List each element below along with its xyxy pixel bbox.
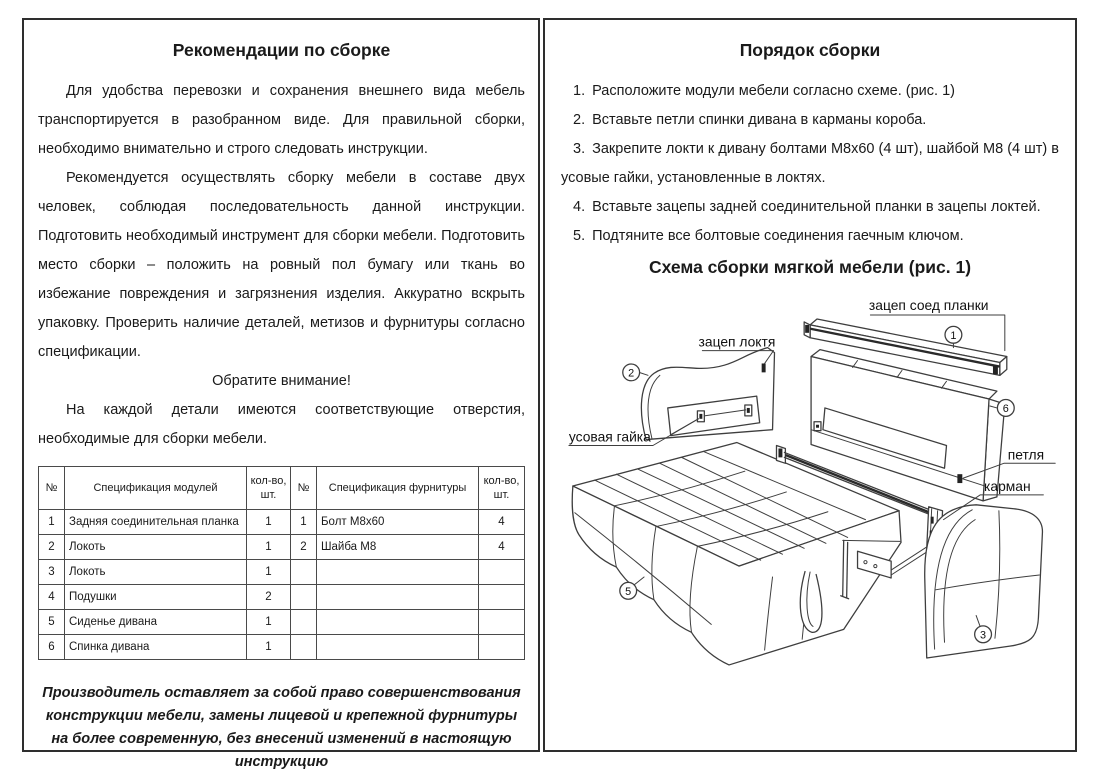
cell: Спинка дивана	[65, 635, 247, 660]
step-number: 1.	[573, 83, 586, 99]
left-armrest-part	[641, 348, 774, 440]
cell	[317, 610, 479, 635]
step-text: Подтяните все болтовые соединения гаечным ключом.	[592, 228, 964, 244]
page-title-right: Порядок сборки	[739, 40, 881, 60]
step-number: 2.	[573, 112, 586, 128]
table-row	[39, 535, 525, 560]
cell: 1	[247, 610, 291, 635]
cell: 2	[39, 535, 65, 560]
recommendation-paragraph: Рекомендуется осуществлять сборку мебели в составе двух человек, соблюдая последовательность данной инструкции. Подготовить необходимый инструмент для сборки мебели. Подготовить место сборки – положить на ровный пол бумагу или ткань во избежание повреждения и загрязнения изделия. Аккуратно вскрыть упаковку. Проверить наличие деталей, метизов и фурнитуры согласно спецификации.	[38, 170, 525, 360]
step-number: 5.	[573, 228, 586, 244]
col-header-qty-hardware: кол-во, шт.	[479, 467, 525, 510]
callout-2	[623, 364, 648, 381]
cell: Шайба М8	[317, 535, 479, 560]
cell	[479, 560, 525, 585]
cell: Сиденье дивана	[65, 610, 247, 635]
notice-text: На каждой детали имеются соответствующие отверстия, необходимые для сборки мебели.	[38, 402, 525, 447]
backrest-part	[811, 350, 1005, 501]
col-header-qty-modules: кол-во, шт.	[247, 467, 291, 510]
cell: 1	[39, 510, 65, 535]
cell	[291, 610, 317, 635]
cell: 3	[39, 560, 65, 585]
cell	[291, 585, 317, 610]
cell: Болт М8х60	[317, 510, 479, 535]
specification-table	[38, 466, 525, 660]
label-arm-hook-text: зацеп локтя	[698, 333, 776, 350]
cell: Локоть	[65, 560, 247, 585]
page-right	[543, 18, 1077, 752]
assembly-step	[561, 193, 1059, 222]
callout-3-number: 3	[980, 629, 987, 642]
assembly-diagram	[561, 280, 1075, 698]
table-row	[39, 560, 525, 585]
assembly-step	[561, 222, 1059, 251]
step-text: Вставьте зацепы задней соединительной планки в зацепы локтей.	[592, 199, 1041, 215]
cell: 1	[291, 510, 317, 535]
table-header-row	[39, 467, 525, 510]
intro-paragraph: Для удобства перевозки и сохранения внешнего вида мебель транспортируется в разобранном виде. Для правильной сборки, необходимо внимательно и строго следовать инструкции.	[38, 83, 525, 157]
label-plank-hook-text: зацеп соед планки	[868, 297, 989, 314]
notice-heading: Обратите внимание!	[212, 373, 351, 389]
table-row	[39, 510, 525, 535]
cell: 4	[479, 510, 525, 535]
cell: 6	[39, 635, 65, 660]
cell	[317, 585, 479, 610]
cell	[479, 610, 525, 635]
page-title-left: Рекомендации по сборке	[172, 40, 391, 60]
step-text: Расположите модули мебели согласно схеме. (рис. 1)	[592, 83, 955, 99]
table-row	[39, 635, 525, 660]
assembly-step	[561, 106, 1059, 135]
cell	[317, 560, 479, 585]
cell: 4	[479, 535, 525, 560]
callout-1-number: 1	[950, 329, 957, 342]
cell: 4	[39, 585, 65, 610]
cell	[291, 560, 317, 585]
col-header-num-modules: №	[39, 467, 65, 510]
callout-2-number: 2	[628, 367, 635, 380]
col-header-num-hardware: №	[291, 467, 317, 510]
label-nut-text: усовая гайка	[568, 428, 651, 445]
page-left	[22, 18, 540, 770]
step-number: 3.	[573, 141, 586, 157]
label-pocket-text: карман	[984, 477, 1031, 494]
cell	[479, 585, 525, 610]
assembly-step	[561, 135, 1059, 193]
callout-5-number: 5	[625, 585, 632, 598]
step-number: 4.	[573, 199, 586, 215]
cell	[317, 635, 479, 660]
manufacturer-note: Производитель оставляет за собой право совершенствования конструкции мебели, замены лицевой и крепежной фурнитуры на более современную, без внесений изменений в настоящую инструкцию	[42, 685, 521, 770]
col-header-hardware: Спецификация фурнитуры	[317, 467, 479, 510]
col-header-modules: Спецификация модулей	[65, 467, 247, 510]
step-text: Закрепите локти к дивану болтами М8х60 (4 шт), шайбой М8 (4 шт) в усовые гайки, установленные в локтях.	[561, 141, 1059, 186]
cell: 5	[39, 610, 65, 635]
assembly-steps	[561, 77, 1059, 251]
cell: 1	[247, 510, 291, 535]
cell: Задняя соединительная планка	[65, 510, 247, 535]
seat-part	[572, 443, 901, 665]
cell	[479, 635, 525, 660]
cell: 1	[247, 635, 291, 660]
cell	[291, 635, 317, 660]
cell: Локоть	[65, 535, 247, 560]
cell: Подушки	[65, 585, 247, 610]
callout-6-number: 6	[1002, 402, 1009, 415]
table-row	[39, 585, 525, 610]
cell: 1	[247, 535, 291, 560]
label-loop-text: петля	[1007, 446, 1045, 463]
table-row	[39, 610, 525, 635]
step-text: Вставьте петли спинки дивана в карманы короба.	[592, 112, 927, 128]
cell: 2	[247, 585, 291, 610]
cell: 2	[291, 535, 317, 560]
figure-title: Схема сборки мягкой мебели (рис. 1)	[648, 257, 972, 277]
cell: 1	[247, 560, 291, 585]
assembly-step	[561, 77, 1059, 106]
